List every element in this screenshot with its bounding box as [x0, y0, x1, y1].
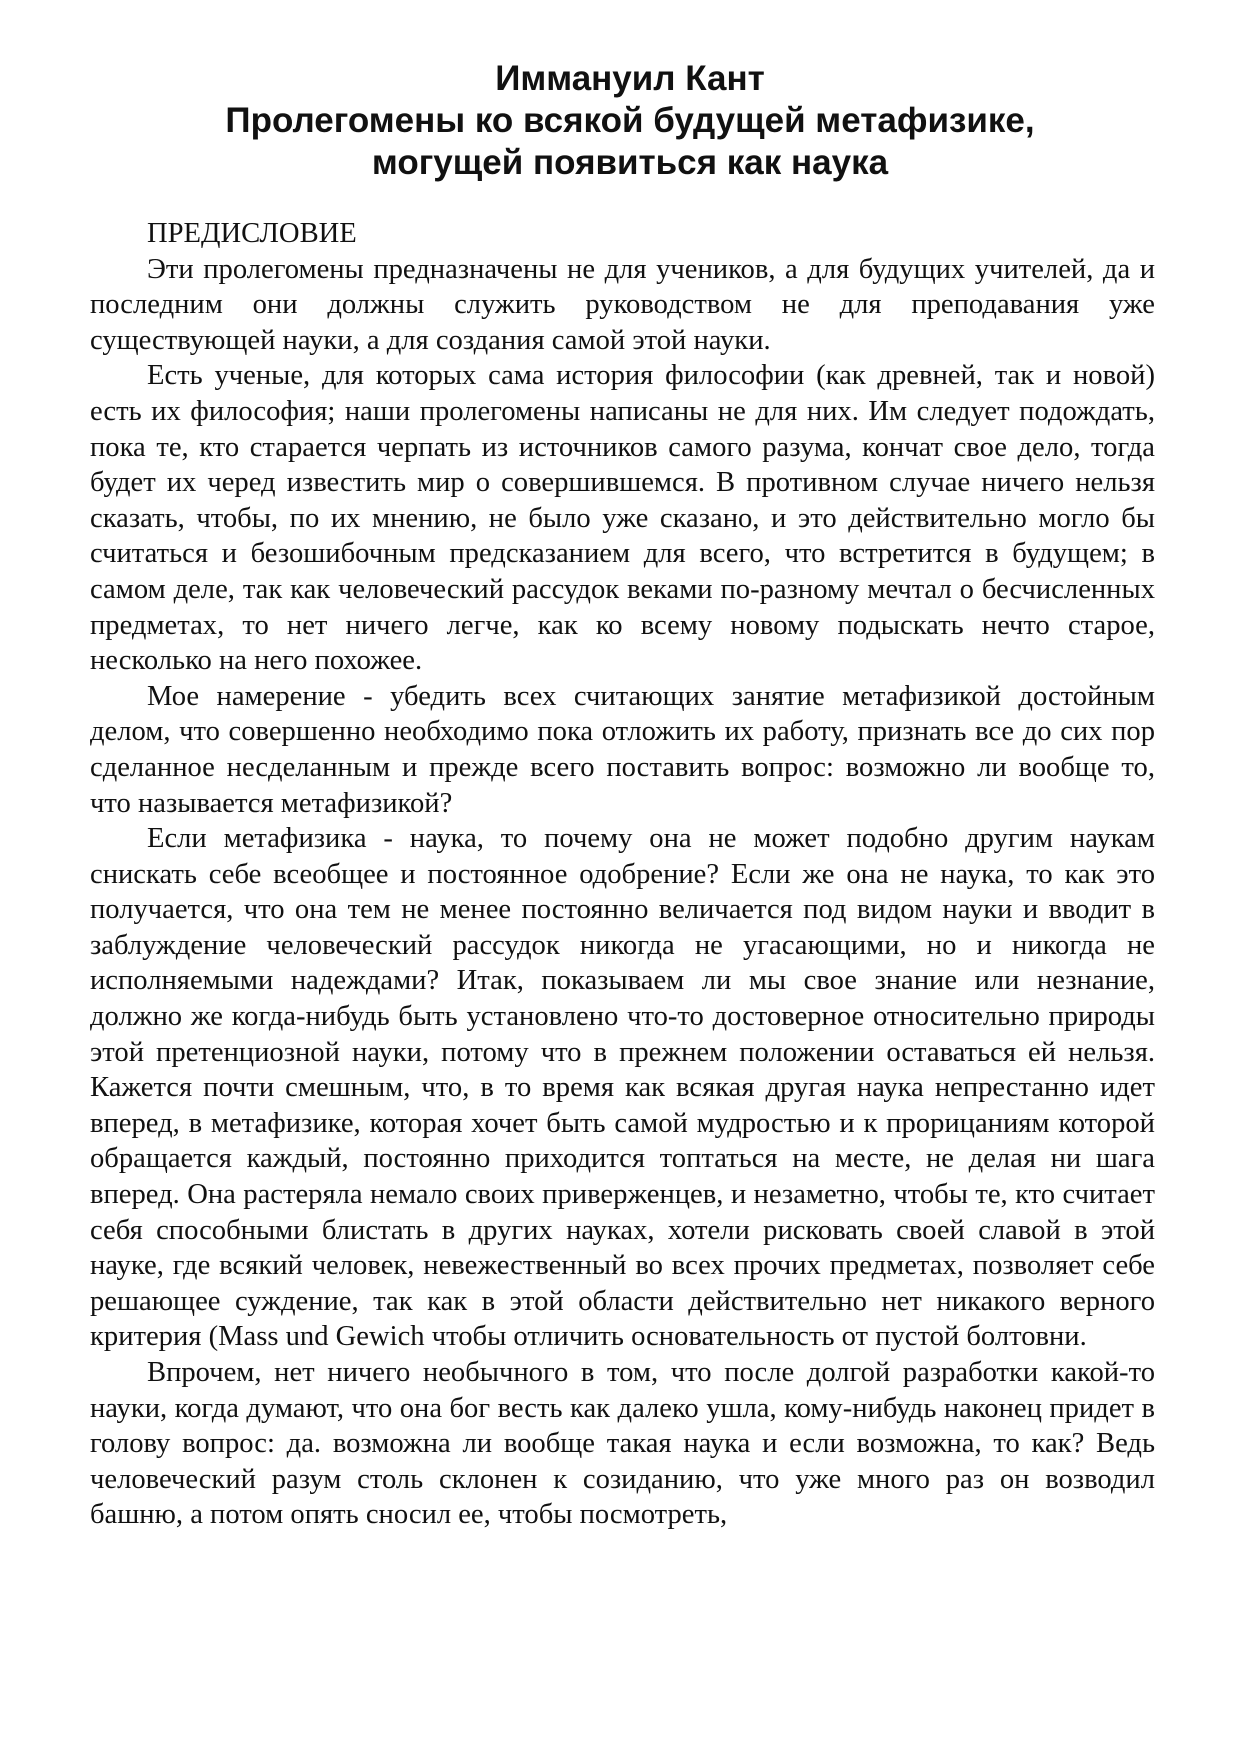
paragraph: Есть ученые, для которых сама история философии (как древней, так и новой) есть их философия; наши пролегомены написаны не для них. Им следует подождать, пока те, кто старается черпать из источников самого разума, кончат свое дело, тогда будет их черед известить мир о совершившемся. В противном случае ничего нельзя сказать, чтобы, по их мнению, не было уже сказано, и это действительно могло бы считаться и безошибочным предсказанием для всего, что встретится в будущем; в самом деле, так как человеческий рассудок веками по-разному мечтал о бесчисленных предметах, то нет ничего легче, как ко всему новому подыскать нечто старое, несколько на него похожее. — [90, 360, 1155, 677]
document-page — [90, 58, 1155, 1533]
paragraph: Мое намерение - убедить всех считающих занятие метафизикой достойным делом, что совершенно необходимо пока отложить их работу, признать все до сих пор сделанное несделанным и прежде всего поставить вопрос: возможно ли вообще то, что называется метафизикой? — [90, 680, 1155, 819]
document-body — [90, 216, 1155, 1533]
paragraph: Эти пролегомены предназначены не для учеников, а для будущих учителей, да и последним они должны служить руководством не для преподавания уже существующей науки, а для создания самой этой науки. — [90, 253, 1155, 356]
paragraph: Впрочем, нет ничего необычного в том, что после долгой разработки какой-то науки, когда думают, что она бог весть как далеко ушла, кому-нибудь наконец придет в голову вопрос: да. возможна ли вообще такая наука и если возможна, то как? Ведь человеческий разум столь склонен к созиданию, что уже много раз он возводил башню, а потом опять сносил ее, чтобы посмотреть, — [90, 1357, 1155, 1531]
document-title — [105, 58, 1155, 184]
title-line-2: могущей появиться как наука — [371, 143, 889, 182]
paragraph: Если метафизика - наука, то почему она не может подобно другим наукам снискать себе всеобщее и постоянное одобрение? Если же она не наука, то как это получается, что она тем не менее постоянно величается под видом науки и вводит в заблуждение человеческий рассудок никогда не угасающими, но и никогда не исполняемыми надеждами? Итак, показываем ли мы свое знание или незнание, должно же когда-нибудь быть установлено что-то достоверное относительно природы этой претенциозной науки, потому что в прежнем положении оставаться ей нельзя. Кажется почти смешным, что, в то время как всякая другая наука непрестанно идет вперед, в метафизике, которая хочет быть самой мудростью и к прорицаниям которой обращается каждый, постоянно приходится топтаться на месте, не делая ни шага вперед. Она растеряла немало своих приверженцев, и незаметно, чтобы те, кто считает себя способными блистать в других науках, хотели рисковать своей славой в этой науке, где всякий человек, невежественный во всех прочих предметах, позволяет себе решающее суждение, так как в этой области действительно нет никакого верного критерия (Mass und Gewich чтобы отличить основательность от пустой болтовни. — [90, 823, 1155, 1353]
author-name: Иммануил Кант — [495, 59, 765, 98]
title-line-1: Пролегомены ко всякой будущей метафизике, — [225, 101, 1035, 140]
section-heading: ПРЕДИСЛОВИЕ — [147, 218, 357, 249]
